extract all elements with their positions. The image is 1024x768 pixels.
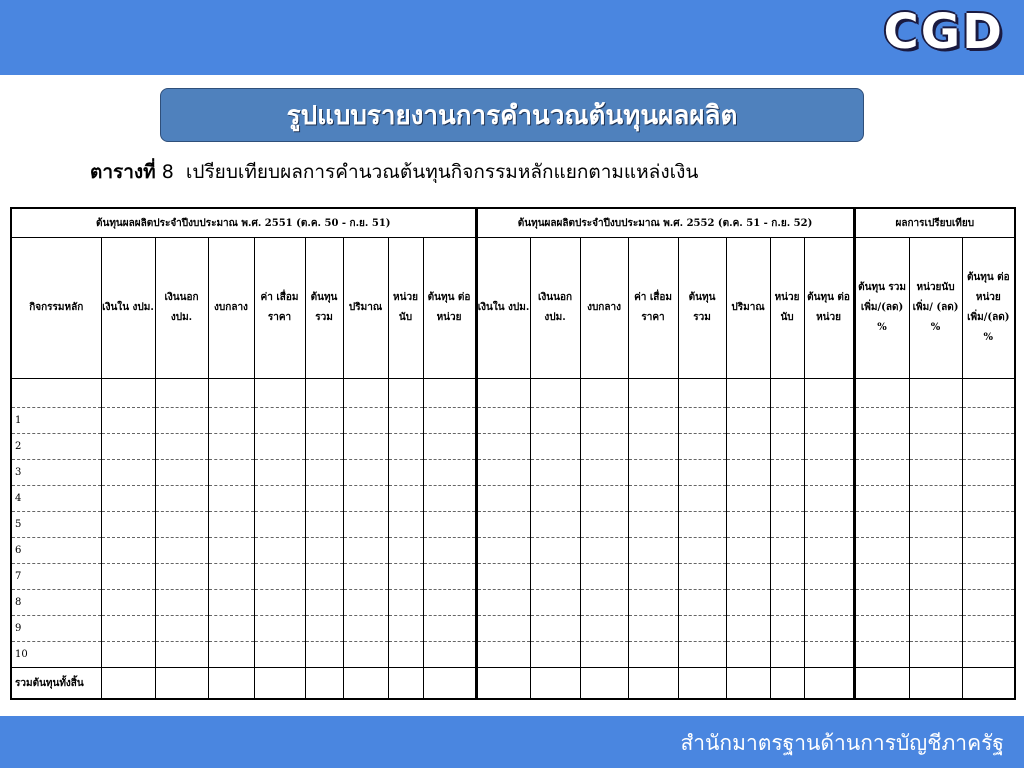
table-cell (388, 642, 423, 668)
table-cell (155, 564, 208, 590)
table-cell (909, 538, 962, 564)
table-cell (155, 379, 208, 408)
col-header: เงินใน งปม. (476, 238, 530, 379)
table-row (11, 642, 1015, 668)
table-cell (305, 486, 343, 512)
table-cell (208, 590, 254, 616)
table-cell (155, 486, 208, 512)
table-cell (343, 486, 388, 512)
table-cell (580, 486, 628, 512)
table-cell (254, 512, 305, 538)
col-header: เงินใน งปม. (101, 238, 155, 379)
table-cell (804, 512, 854, 538)
table-cell (254, 460, 305, 486)
table-cell (388, 564, 423, 590)
table-cell (208, 460, 254, 486)
table-cell (962, 486, 1015, 512)
row-label: 7 (11, 564, 101, 590)
table-cell (962, 538, 1015, 564)
table-cell (726, 538, 770, 564)
table-cell (678, 434, 726, 460)
table-cell (909, 408, 962, 434)
table-cell (804, 668, 854, 700)
table-cell (101, 538, 155, 564)
table-cell (962, 379, 1015, 408)
table-cell (208, 512, 254, 538)
table-cell (678, 538, 726, 564)
table-cell (155, 512, 208, 538)
col-header: หน่วยนับ เพิ่ม/ (ลด) % (909, 238, 962, 379)
table-cell (388, 434, 423, 460)
table-cell (854, 616, 909, 642)
table-cell (804, 642, 854, 668)
table-cell (254, 616, 305, 642)
table-cell (678, 460, 726, 486)
col-header: ปริมาณ (726, 238, 770, 379)
table-cell (423, 434, 476, 460)
table-cell (678, 668, 726, 700)
table-cell (423, 486, 476, 512)
table-cell (804, 434, 854, 460)
table-cell (305, 668, 343, 700)
table-row (11, 616, 1015, 642)
table-cell (155, 642, 208, 668)
table-cell (628, 538, 678, 564)
table-cell (254, 486, 305, 512)
table-cell (254, 564, 305, 590)
row-label: 6 (11, 538, 101, 564)
table-cell (678, 512, 726, 538)
row-label: 2 (11, 434, 101, 460)
table-body (11, 379, 1015, 700)
table-cell (208, 434, 254, 460)
table-row (11, 512, 1015, 538)
group-header-2551: ต้นทุนผลผลิตประจำปีงบประมาณ พ.ศ. 2551 (ต.ค. 50 - ก.ย. 51) (11, 208, 476, 238)
table-cell (962, 434, 1015, 460)
table-cell (476, 408, 530, 434)
table-cell (854, 434, 909, 460)
table-cell (476, 590, 530, 616)
table-cell (388, 486, 423, 512)
table-cell (580, 564, 628, 590)
table-cell (530, 460, 580, 486)
table-cell (909, 616, 962, 642)
table-cell (343, 408, 388, 434)
table-cell (101, 408, 155, 434)
table-cell (208, 486, 254, 512)
table-cell (305, 616, 343, 642)
table-cell (854, 564, 909, 590)
table-cell (628, 668, 678, 700)
table-cell (628, 512, 678, 538)
table-cell (580, 590, 628, 616)
table-cell (854, 512, 909, 538)
table-cell (770, 616, 804, 642)
table-cell (962, 564, 1015, 590)
table-cell (208, 642, 254, 668)
table-cell (155, 460, 208, 486)
table-cell (628, 486, 678, 512)
table-cell (909, 668, 962, 700)
table-cell (726, 408, 770, 434)
table-cell (476, 538, 530, 564)
table-cell (343, 434, 388, 460)
table-cell (423, 616, 476, 642)
table-cell (208, 564, 254, 590)
table-cell (678, 616, 726, 642)
table-cell (155, 408, 208, 434)
table-cell (208, 668, 254, 700)
table-cell (101, 590, 155, 616)
cost-comparison-table-wrap (10, 207, 1014, 700)
row-label: 1 (11, 408, 101, 434)
col-header: ปริมาณ (343, 238, 388, 379)
table-cell (854, 408, 909, 434)
table-cell (101, 642, 155, 668)
table-cell (628, 434, 678, 460)
table-cell (804, 379, 854, 408)
table-cell (962, 616, 1015, 642)
table-cell (580, 538, 628, 564)
table-cell (155, 590, 208, 616)
table-cell (804, 408, 854, 434)
col-header: เงินนอก งปม. (155, 238, 208, 379)
col-header: ค่า เสื่อม ราคา (254, 238, 305, 379)
table-cell (476, 564, 530, 590)
table-cell (155, 616, 208, 642)
table-cell (208, 616, 254, 642)
table-cell (388, 668, 423, 700)
table-cell (854, 642, 909, 668)
table-cell (305, 408, 343, 434)
table-cell (423, 512, 476, 538)
table-cell (628, 408, 678, 434)
table-cell (305, 590, 343, 616)
table-cell (388, 616, 423, 642)
table-cell (909, 512, 962, 538)
caption-number: 8 (161, 161, 174, 183)
table-cell (678, 642, 726, 668)
table-cell (423, 668, 476, 700)
table-cell (305, 564, 343, 590)
table-cell (909, 434, 962, 460)
table-cell (530, 379, 580, 408)
table-row (11, 460, 1015, 486)
table-cell (208, 538, 254, 564)
row-label: 4 (11, 486, 101, 512)
table-cell (254, 538, 305, 564)
col-header: หน่วย นับ (770, 238, 804, 379)
col-header: ต้นทุน รวม (678, 238, 726, 379)
table-cell (962, 590, 1015, 616)
table-cell (770, 379, 804, 408)
table-cell (388, 538, 423, 564)
col-header: ต้นทุน รวม (305, 238, 343, 379)
table-cell (388, 590, 423, 616)
table-cell (628, 616, 678, 642)
table-cell (530, 434, 580, 460)
table-cell (726, 379, 770, 408)
table-cell (476, 512, 530, 538)
col-header: ต้นทุน ต่อหน่วย (423, 238, 476, 379)
table-row (11, 590, 1015, 616)
table-cell (580, 460, 628, 486)
table-cell (804, 564, 854, 590)
table-cell (726, 512, 770, 538)
row-label: 10 (11, 642, 101, 668)
table-row (11, 564, 1015, 590)
table-cell (678, 408, 726, 434)
table-cell (254, 434, 305, 460)
table-cell (678, 590, 726, 616)
col-header: ต้นทุน ต่อหน่วย (804, 238, 854, 379)
table-cell (343, 590, 388, 616)
table-row (11, 408, 1015, 434)
table-cell (580, 668, 628, 700)
table-cell (388, 408, 423, 434)
table-cell (770, 538, 804, 564)
group-header-row (11, 208, 1015, 238)
table-cell (726, 616, 770, 642)
table-cell (155, 538, 208, 564)
table-cell (770, 668, 804, 700)
table-cell (854, 460, 909, 486)
table-cell (343, 460, 388, 486)
title-box (160, 88, 864, 142)
col-header-activity: กิจกรรมหลัก (11, 238, 101, 379)
table-cell (305, 538, 343, 564)
table-cell (678, 379, 726, 408)
table-cell (962, 668, 1015, 700)
caption-text: เปรียบเทียบผลการคำนวณต้นทุนกิจกรรมหลักแยกตามแหล่งเงิน (185, 161, 699, 183)
table-cell (423, 408, 476, 434)
table-cell (305, 379, 343, 408)
table-cell (804, 460, 854, 486)
table-cell (530, 642, 580, 668)
table-cell (770, 564, 804, 590)
table-cell (726, 590, 770, 616)
table-cell (388, 379, 423, 408)
table-cell (343, 642, 388, 668)
table-cell (343, 512, 388, 538)
table-cell (909, 486, 962, 512)
table-cell (580, 512, 628, 538)
table-cell (101, 616, 155, 642)
table-cell (770, 486, 804, 512)
table-caption (90, 157, 698, 187)
table-cell (388, 460, 423, 486)
table-cell (530, 616, 580, 642)
table-cell (770, 460, 804, 486)
table-cell (423, 538, 476, 564)
table-cell (909, 379, 962, 408)
caption-label: ตารางที่ (90, 161, 156, 183)
table-row (11, 434, 1015, 460)
table-cell (530, 408, 580, 434)
col-header: เงินนอก งปม. (530, 238, 580, 379)
table-cell (962, 512, 1015, 538)
table-cell (343, 564, 388, 590)
col-header: งบกลาง (580, 238, 628, 379)
group-header-compare: ผลการเปรียบเทียบ (854, 208, 1015, 238)
table-cell (726, 486, 770, 512)
table-cell (854, 538, 909, 564)
table-cell (423, 379, 476, 408)
row-label (11, 379, 101, 408)
table-cell (476, 434, 530, 460)
table-cell (580, 379, 628, 408)
table-cell (101, 512, 155, 538)
table-cell (909, 460, 962, 486)
table-cell (678, 564, 726, 590)
table-cell (254, 408, 305, 434)
table-cell (530, 512, 580, 538)
table-cell (155, 434, 208, 460)
table-cell (909, 642, 962, 668)
table-cell (726, 460, 770, 486)
table-cell (628, 379, 678, 408)
col-header: ต้นทุน ต่อหน่วย เพิ่ม/(ลด) % (962, 238, 1015, 379)
table-cell (423, 642, 476, 668)
table-cell (909, 590, 962, 616)
table-cell (423, 590, 476, 616)
table-cell (580, 408, 628, 434)
spacer-row (11, 379, 1015, 408)
table-cell (530, 564, 580, 590)
table-cell (476, 616, 530, 642)
table-cell (476, 460, 530, 486)
table-cell (530, 538, 580, 564)
table-cell (804, 616, 854, 642)
table-cell (854, 590, 909, 616)
table-cell (580, 616, 628, 642)
page-title: รูปแบบรายงานการคำนวณต้นทุนผลผลิต (286, 100, 738, 131)
table-row (11, 538, 1015, 564)
table-cell (305, 642, 343, 668)
table-cell (254, 642, 305, 668)
footer-org-name: สำนักมาตรฐานด้านการบัญชีภาครัฐ (680, 731, 1004, 755)
table-cell (962, 460, 1015, 486)
table-cell (476, 642, 530, 668)
table-cell (305, 434, 343, 460)
table-cell (530, 668, 580, 700)
table-cell (101, 460, 155, 486)
table-cell (101, 668, 155, 700)
table-cell (101, 434, 155, 460)
table-cell (726, 668, 770, 700)
table-cell (530, 486, 580, 512)
table-cell (678, 486, 726, 512)
table-cell (628, 460, 678, 486)
table-cell (155, 668, 208, 700)
table-cell (580, 434, 628, 460)
table-cell (770, 434, 804, 460)
table-cell (962, 642, 1015, 668)
table-cell (726, 434, 770, 460)
table-cell (423, 460, 476, 486)
table-cell (628, 564, 678, 590)
table-cell (208, 408, 254, 434)
table-cell (254, 590, 305, 616)
table-cell (254, 668, 305, 700)
table-cell (208, 379, 254, 408)
table-cell (305, 512, 343, 538)
table-cell (101, 379, 155, 408)
col-header: ต้นทุน รวม เพิ่ม/(ลด) % (854, 238, 909, 379)
table-cell (476, 379, 530, 408)
group-header-2552: ต้นทุนผลผลิตประจำปีงบประมาณ พ.ศ. 2552 (ต.ค. 51 - ก.ย. 52) (476, 208, 854, 238)
table-cell (770, 642, 804, 668)
table-cell (726, 564, 770, 590)
table-cell (101, 564, 155, 590)
row-label: 8 (11, 590, 101, 616)
table-cell (101, 486, 155, 512)
table-cell (580, 642, 628, 668)
table-cell (628, 642, 678, 668)
table-cell (423, 564, 476, 590)
table-row (11, 486, 1015, 512)
table-cell (770, 408, 804, 434)
table-cell (343, 668, 388, 700)
table-cell (343, 379, 388, 408)
col-header: ค่า เสื่อม ราคา (628, 238, 678, 379)
table-cell (962, 408, 1015, 434)
table-cell (530, 590, 580, 616)
table-cell (770, 512, 804, 538)
table-cell (476, 486, 530, 512)
table-cell (854, 668, 909, 700)
table-cell (854, 486, 909, 512)
row-label: 9 (11, 616, 101, 642)
table-cell (254, 379, 305, 408)
col-header: หน่วย นับ (388, 238, 423, 379)
table-cell (804, 486, 854, 512)
total-row (11, 668, 1015, 700)
column-header-row (11, 238, 1015, 379)
top-banner (0, 0, 1024, 75)
table-cell (343, 616, 388, 642)
row-label: 5 (11, 512, 101, 538)
cost-comparison-table (10, 207, 1016, 700)
table-cell (909, 564, 962, 590)
table-cell (476, 668, 530, 700)
table-cell (305, 460, 343, 486)
table-cell (343, 538, 388, 564)
table-cell (770, 590, 804, 616)
table-cell (854, 379, 909, 408)
row-label: 3 (11, 460, 101, 486)
table-cell (804, 538, 854, 564)
cgd-logo: CGD (883, 4, 1004, 60)
col-header: งบกลาง (208, 238, 254, 379)
table-cell (726, 642, 770, 668)
table-cell (388, 512, 423, 538)
table-cell (628, 590, 678, 616)
row-label: รวมต้นทุนทั้งสิ้น (11, 668, 101, 700)
table-cell (804, 590, 854, 616)
